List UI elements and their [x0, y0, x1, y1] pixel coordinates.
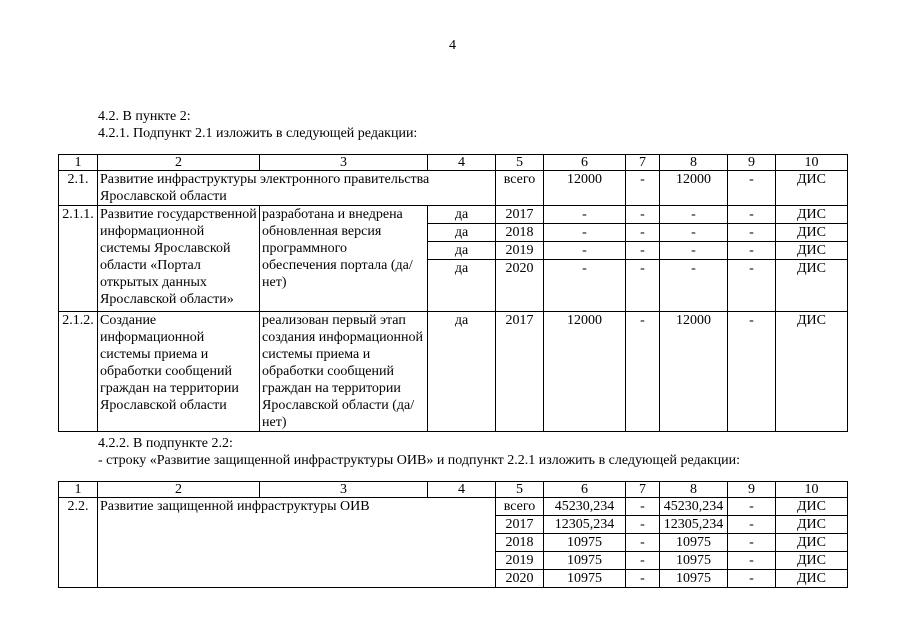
value-cell: да: [428, 260, 496, 312]
value-cell: да: [428, 242, 496, 260]
value-cell: -: [626, 570, 660, 588]
table-row-2-2: [59, 498, 848, 516]
year-cell: 2017: [496, 312, 544, 432]
value-cell: 10975: [660, 552, 728, 570]
year-cell: 2019: [496, 552, 544, 570]
value-cell: -: [626, 534, 660, 552]
year-cell: всего: [496, 171, 544, 206]
value-cell: -: [626, 260, 660, 312]
column-header: 4: [428, 155, 496, 171]
row-number: 2.1.: [59, 171, 98, 206]
row-number: 2.2.: [59, 498, 98, 588]
value-cell: 10975: [660, 570, 728, 588]
value-cell: -: [660, 260, 728, 312]
column-header: 4: [428, 482, 496, 498]
value-cell: -: [660, 224, 728, 242]
column-header: 10: [776, 482, 848, 498]
value-cell: -: [626, 206, 660, 224]
column-header: 9: [728, 155, 776, 171]
value-cell: -: [728, 498, 776, 516]
value-cell: -: [728, 552, 776, 570]
executor-cell: ДИС: [776, 570, 848, 588]
value-cell: -: [728, 570, 776, 588]
executor-cell: ДИС: [776, 498, 848, 516]
row-number: 2.1.2.: [59, 312, 98, 432]
table-header-row: [59, 482, 848, 498]
table-row-2-1-2: [59, 312, 848, 432]
paragraph-4-2-1: 4.2.1. Подпункт 2.1 изложить в следующей редакции:: [98, 126, 418, 141]
year-cell: 2017: [496, 516, 544, 534]
row-name: Развитие защищенной инфраструктуры ОИВ: [98, 498, 496, 588]
value-cell: -: [728, 312, 776, 432]
value-cell: -: [660, 206, 728, 224]
page-number: 4: [449, 38, 456, 53]
value-cell: 12000: [660, 171, 728, 206]
value-cell: -: [626, 242, 660, 260]
value-cell: -: [728, 260, 776, 312]
year-cell: 2017: [496, 206, 544, 224]
column-header: 3: [260, 155, 428, 171]
value-cell: 10975: [544, 552, 626, 570]
value-cell: -: [626, 312, 660, 432]
executor-cell: ДИС: [776, 534, 848, 552]
column-header: 7: [626, 482, 660, 498]
value-cell: да: [428, 224, 496, 242]
column-header: 1: [59, 482, 98, 498]
column-header: 8: [660, 155, 728, 171]
year-cell: 2020: [496, 570, 544, 588]
column-header: 2: [98, 155, 260, 171]
year-cell: 2019: [496, 242, 544, 260]
year-cell: всего: [496, 498, 544, 516]
executor-cell: ДИС: [776, 260, 848, 312]
value-cell: -: [728, 534, 776, 552]
value-cell: -: [544, 242, 626, 260]
value-cell: 10975: [544, 570, 626, 588]
column-header: 7: [626, 155, 660, 171]
value-cell: 12305,234: [660, 516, 728, 534]
table-row-2-1: [59, 171, 848, 206]
table-row-2-1-1: [59, 206, 848, 224]
result-cell: реализован первый этап создания информационной системы приема и обработки сообщений граждан на территории Ярославской области (да/нет): [260, 312, 428, 432]
paragraph-4-2-2: 4.2.2. В подпункте 2.2:: [98, 436, 233, 451]
value-cell: 45230,234: [660, 498, 728, 516]
value-cell: -: [626, 516, 660, 534]
value-cell: -: [728, 206, 776, 224]
value-cell: 12000: [544, 171, 626, 206]
value-cell: да: [428, 312, 496, 432]
column-header: 5: [496, 482, 544, 498]
column-header: 9: [728, 482, 776, 498]
column-header: 2: [98, 482, 260, 498]
executor-cell: ДИС: [776, 242, 848, 260]
value-cell: -: [660, 242, 728, 260]
value-cell: 10975: [660, 534, 728, 552]
paragraph-4-2: 4.2. В пункте 2:: [98, 109, 191, 124]
value-cell: -: [626, 552, 660, 570]
value-cell: -: [544, 224, 626, 242]
table-header-row: [59, 155, 848, 171]
value-cell: -: [626, 224, 660, 242]
executor-cell: ДИС: [776, 516, 848, 534]
executor-cell: ДИС: [776, 552, 848, 570]
value-cell: -: [728, 224, 776, 242]
executor-cell: ДИС: [776, 206, 848, 224]
row-number: 2.1.1.: [59, 206, 98, 312]
value-cell: 12000: [660, 312, 728, 432]
year-cell: 2018: [496, 534, 544, 552]
row-name: Развитие государственной информационной системы Ярославской области «Портал открытых данных Ярославской области»: [98, 206, 260, 312]
year-cell: 2020: [496, 260, 544, 312]
table-subsection-2-2: [58, 481, 848, 588]
value-cell: -: [728, 516, 776, 534]
table-subsection-2-1: [58, 154, 848, 432]
executor-cell: ДИС: [776, 171, 848, 206]
value-cell: 12305,234: [544, 516, 626, 534]
value-cell: 12000: [544, 312, 626, 432]
result-cell: разработана и внедрена обновленная версия программного обеспечения портала (да/нет): [260, 206, 428, 312]
paragraph-4-2-2-text: - строку «Развитие защищенной инфраструктуры ОИВ» и подпункт 2.2.1 изложить в следующей редакции:: [98, 453, 741, 468]
row-name: Создание информационной системы приема и обработки сообщений граждан на территории Ярославской области: [98, 312, 260, 432]
row-name: Развитие инфраструктуры электронного правительства Ярославской области: [98, 171, 496, 206]
executor-cell: ДИС: [776, 312, 848, 432]
column-header: 10: [776, 155, 848, 171]
column-header: 1: [59, 155, 98, 171]
year-cell: 2018: [496, 224, 544, 242]
value-cell: -: [626, 498, 660, 516]
value-cell: да: [428, 206, 496, 224]
value-cell: 45230,234: [544, 498, 626, 516]
column-header: 6: [544, 482, 626, 498]
value-cell: -: [728, 242, 776, 260]
column-header: 6: [544, 155, 626, 171]
value-cell: -: [544, 206, 626, 224]
column-header: 3: [260, 482, 428, 498]
column-header: 5: [496, 155, 544, 171]
column-header: 8: [660, 482, 728, 498]
value-cell: 10975: [544, 534, 626, 552]
executor-cell: ДИС: [776, 224, 848, 242]
value-cell: -: [626, 171, 660, 206]
value-cell: -: [544, 260, 626, 312]
value-cell: -: [728, 171, 776, 206]
